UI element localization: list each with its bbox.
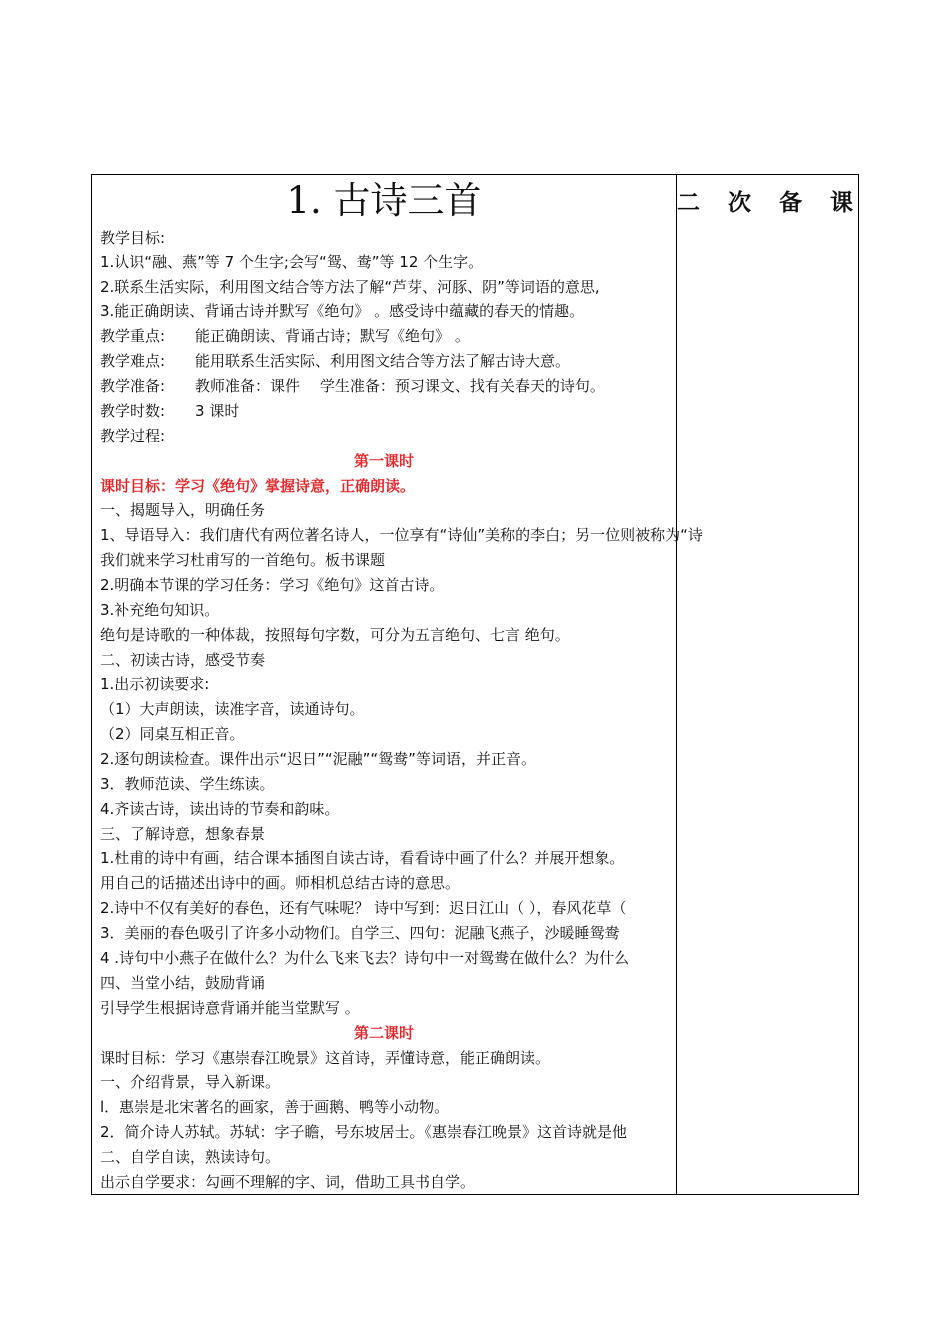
text-line: 3．教师范读、学生练读。 — [100, 775, 275, 793]
text-line: 3.补充绝句知识。 — [100, 601, 220, 619]
lesson-goal-1: 课时目标：学习《绝句》掌握诗意，正确朗读。 — [100, 477, 416, 495]
text-line: （1）大声朗读，读准字音，读通诗句。 — [100, 700, 365, 718]
text-line: 2.诗中不仅有美好的春色，还有气味呢？ 诗中写到：迟日江山（ ），春风花草（ — [100, 899, 627, 917]
text-line: 2.逐句朗读检查。课件出示“迟日”“泥融”“鸳鸯”等词语，并正音。 — [100, 750, 536, 768]
text-line: 出示自学要求：勾画不理解的字、词，借助工具书自学。 — [100, 1173, 476, 1191]
text-line: 1.杜甫的诗中有画，结合课本插图自读古诗，看看诗中画了什么？并展开想象。 — [100, 849, 625, 867]
text-line: 一、介绍背景，导入新课。 — [100, 1073, 281, 1091]
text-line: 用自己的话描述出诗中的画。师相机总结古诗的意思。 — [100, 874, 461, 892]
text-line: 1、导语导入：我们唐代有两位著名诗人，一位享有“诗仙”美称的李白；另一位则被称为“诗 — [100, 526, 703, 544]
text-line: 二、初读古诗，感受节奏 — [100, 651, 266, 669]
text-line: 绝句是诗歌的一种体裁，按照每句字数，可分为五言绝句、七言 绝句。 — [100, 626, 570, 644]
second-prep-header: 二 次 备 课 — [677, 190, 864, 216]
text-line: 二、自学自读，熟读诗句。 — [100, 1148, 281, 1166]
text-line: 教学重点: 能正确朗读、背诵古诗；默写《绝句》 。 — [100, 327, 470, 345]
text-line: 教学难点: 能用联系生活实际、利用图文结合等方法了解古诗大意。 — [100, 352, 571, 370]
text-line: 课时目标：学习《惠崇春江晚景》这首诗，弄懂诗意，能正确朗读。 — [100, 1049, 551, 1067]
section-heading-lesson-2: 第二课时 — [353, 1024, 414, 1042]
lesson-title: 1. 古诗三首 — [286, 179, 482, 222]
column-divider — [676, 174, 677, 1195]
text-line: 教学过程: — [100, 427, 166, 445]
text-line: 一、揭题导入，明确任务 — [100, 501, 266, 519]
text-line: 4.齐读古诗，读出诗的节奏和韵味。 — [100, 800, 340, 818]
text-line: 4 .诗句中小燕子在做什么？为什么飞来飞去？诗句中一对鸳鸯在做什么？为什么 — [100, 949, 630, 967]
text-line: 2.明确本节课的学习任务：学习《绝句》这首古诗。 — [100, 576, 445, 594]
text-line: l．惠崇是北宋著名的画家，善于画鹅、鸭等小动物。 — [100, 1098, 450, 1116]
text-line: 教学时数: 3 课时 — [100, 402, 240, 420]
text-line: 1.认识“融、燕”等 7 个生字;会写“鸳、鸯”等 12 个生字。 — [100, 253, 484, 271]
text-line: 3．美丽的春色吸引了许多小动物们。自学三、四句：泥融飞燕子，沙暖睡鸳鸯 — [100, 924, 620, 942]
text-line: 3.能正确朗读、背诵古诗并默写《绝句》 。感受诗中蕴藏的春天的情趣。 — [100, 302, 585, 320]
text-line: 教学目标: — [100, 229, 166, 247]
text-line: 1.出示初读要求: — [100, 675, 210, 693]
text-line: （2）同桌互相正音。 — [100, 725, 245, 743]
text-line: 四、当堂小结，鼓励背诵 — [100, 974, 266, 992]
section-heading-lesson-1: 第一课时 — [353, 452, 414, 470]
text-line: 2．简介诗人苏轼。苏轼：字子瞻，号东坡居士。《惠崇春江晚景》这首诗就是他 — [100, 1123, 628, 1141]
text-line: 引导学生根据诗意背诵并能当堂默写 。 — [100, 999, 360, 1017]
text-line: 三、了解诗意，想象春景 — [100, 825, 266, 843]
text-line: 教学准备: 教师准备：课件 学生准备：预习课文、找有关春天的诗句。 — [100, 377, 605, 395]
text-line: 2.联系生活实际，利用图文结合等方法了解“芦芽、河豚、阴”等词语的意思, — [100, 278, 600, 296]
text-line: 我们就来学习杜甫写的一首绝句。板书课题 — [100, 551, 386, 569]
